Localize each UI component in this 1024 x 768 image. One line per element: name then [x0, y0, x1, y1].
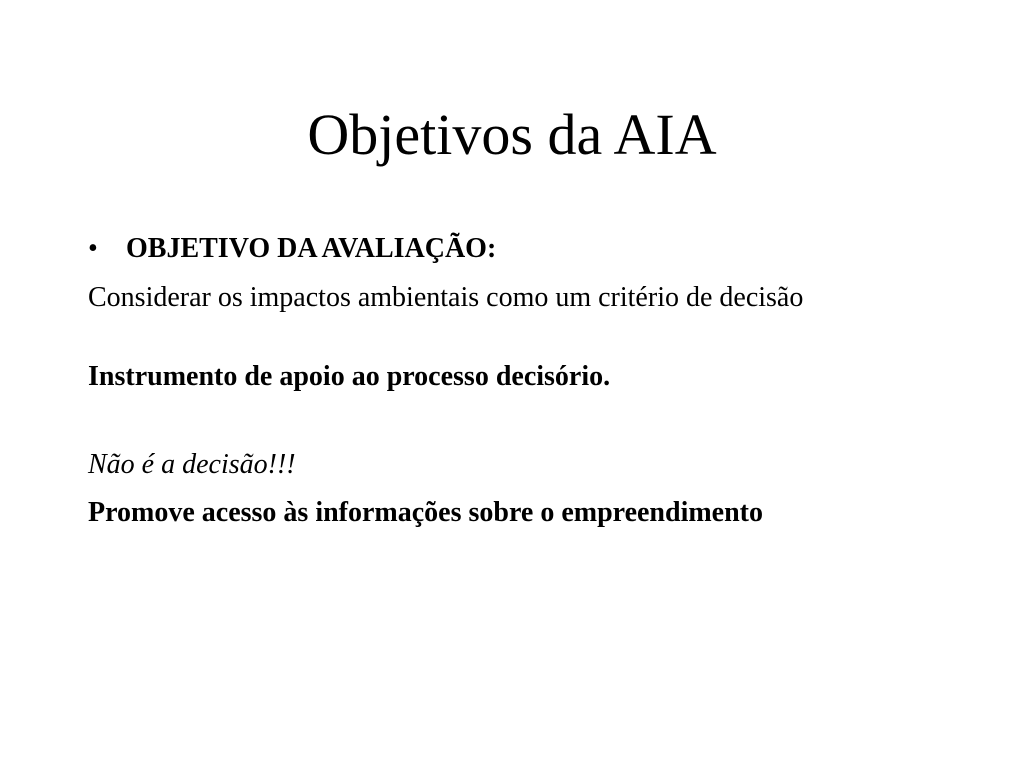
paragraph-not-decision: Não é a decisão!!!: [88, 449, 296, 480]
paragraph-decision-support: Instrumento de apoio ao processo decisório.: [88, 361, 611, 392]
slide-title: Objetivos da AIA: [307, 102, 717, 167]
paragraph-information-access: Promove acesso às informações sobre o empreendimento: [88, 497, 763, 528]
paragraph-consider-impacts: Considerar os impactos ambientais como um critério de decisão: [88, 282, 804, 313]
bullet-item: [88, 230, 948, 268]
slide-body: [88, 230, 948, 532]
bullet-item-text: OBJETIVO DA AVALIAÇÃO:: [126, 233, 497, 264]
bullet-icon: •: [88, 233, 98, 264]
